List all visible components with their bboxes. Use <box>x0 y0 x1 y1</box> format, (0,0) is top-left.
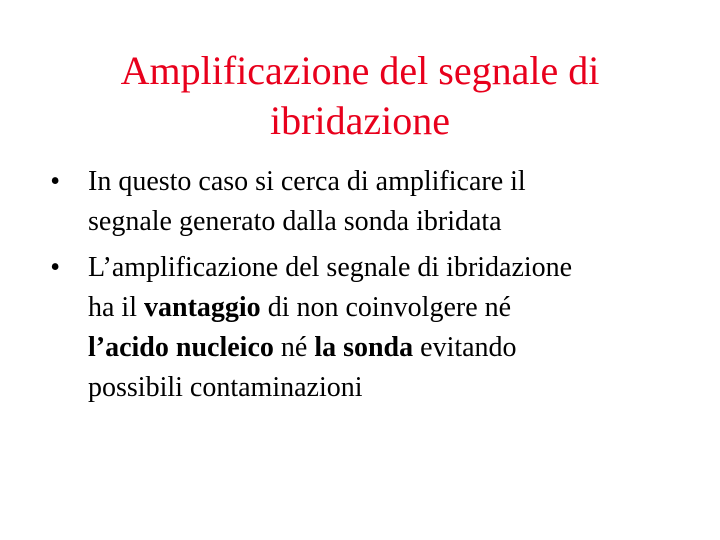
bullet-1-line-2: segnale generato dalla sonda ibridata <box>88 206 502 237</box>
bullet-2-line-1: L’amplificazione del segnale di ibridazione <box>88 252 573 283</box>
bullet-1-line-1: In questo caso si cerca di amplificare il <box>88 166 526 197</box>
bullet-list <box>30 162 690 414</box>
title-line-2: ibridazione <box>270 98 450 143</box>
bullet-2-line-4: possibili contaminazioni <box>88 372 363 403</box>
slide-title <box>60 46 660 146</box>
emphasis-la-sonda: la sonda <box>314 332 414 363</box>
bullet-item-1 <box>30 162 690 242</box>
bullet-dot-icon: • <box>50 252 60 283</box>
bullet-item-2 <box>30 248 690 408</box>
title-line-1: Amplificazione del segnale di <box>120 48 600 93</box>
bullet-dot-icon: • <box>50 166 60 197</box>
text-ha-il: ha il <box>88 292 144 323</box>
emphasis-vantaggio: vantaggio <box>144 292 261 323</box>
text-non-coinvolgere: di non coinvolgere né <box>260 292 512 323</box>
bullet-2-line-2 <box>88 288 690 328</box>
emphasis-acido-nucleico: l’acido nucleico <box>88 332 274 363</box>
bullet-2-line-3 <box>88 328 690 368</box>
text-ne: né <box>273 332 315 363</box>
text-evitando: evitando <box>413 332 517 363</box>
